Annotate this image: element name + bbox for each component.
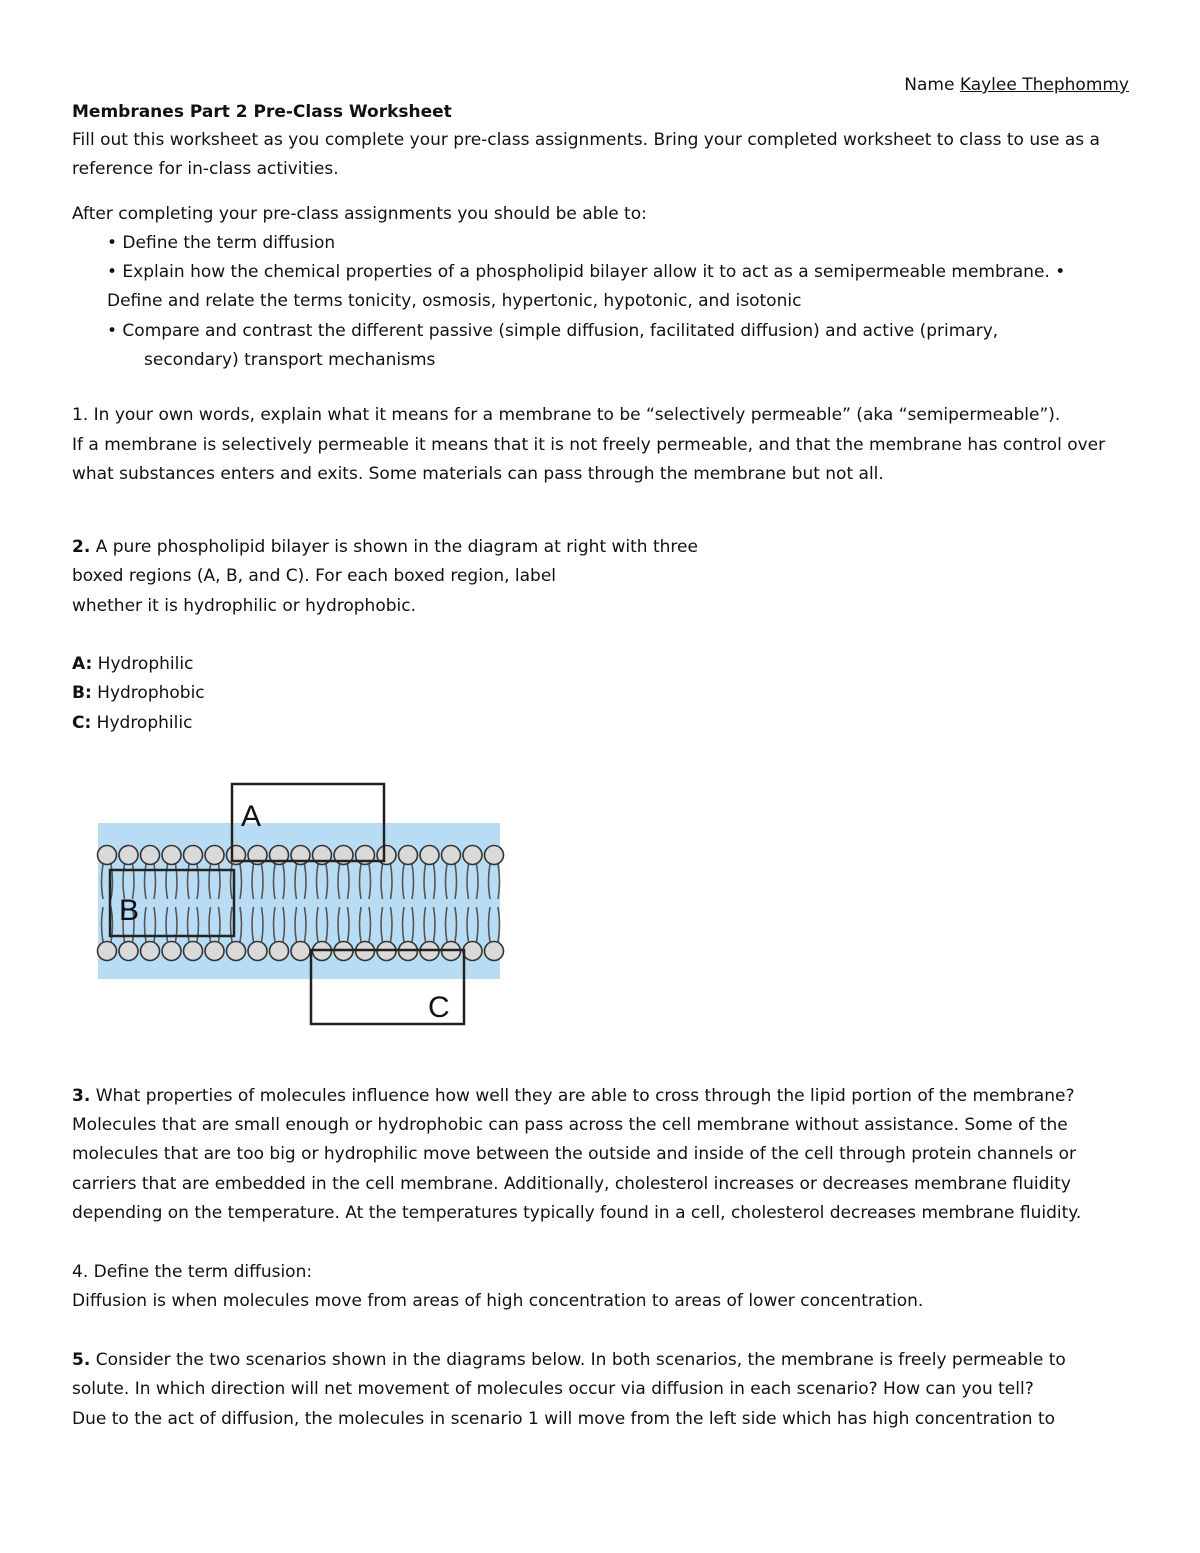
objective-item: • Compare and contrast the different passive (simple diffusion, facilitated diffusion) and active (primary, (107, 321, 999, 341)
q5-question-line: solute. In which direction will net movement of molecules occur via diffusion in each scenario? How can you tell? (72, 1379, 1034, 1399)
answer-label: C: (72, 713, 92, 733)
lipid-head (162, 942, 181, 961)
q3-answer-line: carriers that are embedded in the cell membrane. Additionally, cholesterol increases or decreases membrane fluidity (72, 1174, 1071, 1194)
q4-question: 4. Define the term diffusion: (72, 1262, 313, 1282)
lipid-head (442, 846, 461, 865)
lipid-head (485, 942, 504, 961)
lipid-head (141, 942, 160, 961)
lipid-head (98, 846, 117, 865)
q3-question-text: What properties of molecules influence how well they are able to cross through the lipid portion of the membrane? (90, 1086, 1075, 1106)
q3-answer-line: molecules that are too big or hydrophilic move between the outside and inside of the cell through protein channels or (72, 1144, 1077, 1164)
intro-line: reference for in-class activities. (72, 159, 339, 179)
objective-item: secondary) transport mechanisms (144, 350, 436, 370)
q5-question-text: Consider the two scenarios shown in the diagrams below. In both scenarios, the membrane is freely permeable to (90, 1350, 1066, 1370)
q5-number: 5. (72, 1350, 91, 1370)
lipid-head (205, 846, 224, 865)
q1-answer-line: what substances enters and exits. Some materials can pass through the membrane but not all. (72, 464, 884, 484)
objective-item: • Explain how the chemical properties of a phospholipid bilayer allow it to act as a semipermeable membrane. • (107, 262, 1066, 282)
lipid-head (485, 846, 504, 865)
q3-answer-line: Molecules that are small enough or hydrophobic can pass across the cell membrane without assistance. Some of the (72, 1115, 1068, 1135)
lipid-head (227, 942, 246, 961)
q2-question-text: A pure phospholipid bilayer is shown in the diagram at right with three (90, 537, 698, 557)
lipid-head (420, 846, 439, 865)
lipid-head (248, 942, 267, 961)
region-label-a: A (241, 800, 262, 833)
region-label-c: C (428, 991, 450, 1024)
q2-question-line (72, 533, 698, 563)
answer-value: Hydrophobic (91, 683, 205, 703)
q4-answer: Diffusion is when molecules move from areas of high concentration to areas of lower concentration. (72, 1291, 924, 1311)
objective-item: • Define the term diffusion (107, 233, 336, 253)
intro-line: Fill out this worksheet as you complete your pre-class assignments. Bring your completed worksheet to class to use as a (72, 130, 1100, 150)
region-label-b: B (119, 894, 140, 927)
name-value: Kaylee Thephommy (959, 75, 1129, 95)
lipid-head (463, 846, 482, 865)
name-line (904, 71, 1129, 101)
q2-answer-c (72, 709, 192, 739)
lipid-head (98, 942, 117, 961)
q2-question-line: boxed regions (A, B, and C). For each boxed region, label (72, 566, 557, 586)
lipid-head (399, 846, 418, 865)
name-label: Name (904, 75, 955, 95)
q2-answer-a (72, 650, 193, 680)
q2-question-line: whether it is hydrophilic or hydrophobic. (72, 596, 417, 616)
lipid-head (270, 942, 289, 961)
q3-question (72, 1082, 1074, 1112)
q3-answer-line: depending on the temperature. At the temperatures typically found in a cell, cholesterol decreases membrane fluidity. (72, 1203, 1082, 1223)
q5-question-line (72, 1346, 1066, 1376)
answer-value: Hydrophilic (92, 654, 194, 674)
worksheet-title: Membranes Part 2 Pre-Class Worksheet (72, 102, 452, 122)
lipid-head (184, 942, 203, 961)
lipid-head (463, 942, 482, 961)
q2-number: 2. (72, 537, 91, 557)
lipid-head (119, 942, 138, 961)
q1-answer-line: If a membrane is selectively permeable it means that it is not freely permeable, and that the membrane has control over (72, 435, 1106, 455)
q1-question: 1. In your own words, explain what it means for a membrane to be “selectively permeable” (aka “semipermeable”). (72, 405, 1061, 425)
objective-item: Define and relate the terms tonicity, osmosis, hypertonic, hypotonic, and isotonic (107, 291, 802, 311)
lipid-head (205, 942, 224, 961)
lipid-head (162, 846, 181, 865)
phospholipid-bilayer-diagram (95, 780, 505, 1030)
q5-answer-line: Due to the act of diffusion, the molecules in scenario 1 will move from the left side which has high concentration to (72, 1409, 1056, 1429)
q2-answer-b (72, 679, 205, 709)
answer-label: B: (72, 683, 92, 703)
q3-number: 3. (72, 1086, 91, 1106)
lipid-head (119, 846, 138, 865)
lipid-head (141, 846, 160, 865)
lipid-head (184, 846, 203, 865)
objectives-heading: After completing your pre-class assignments you should be able to: (72, 204, 647, 224)
answer-label: A: (72, 654, 93, 674)
lipid-head (291, 942, 310, 961)
answer-value: Hydrophilic (91, 713, 193, 733)
